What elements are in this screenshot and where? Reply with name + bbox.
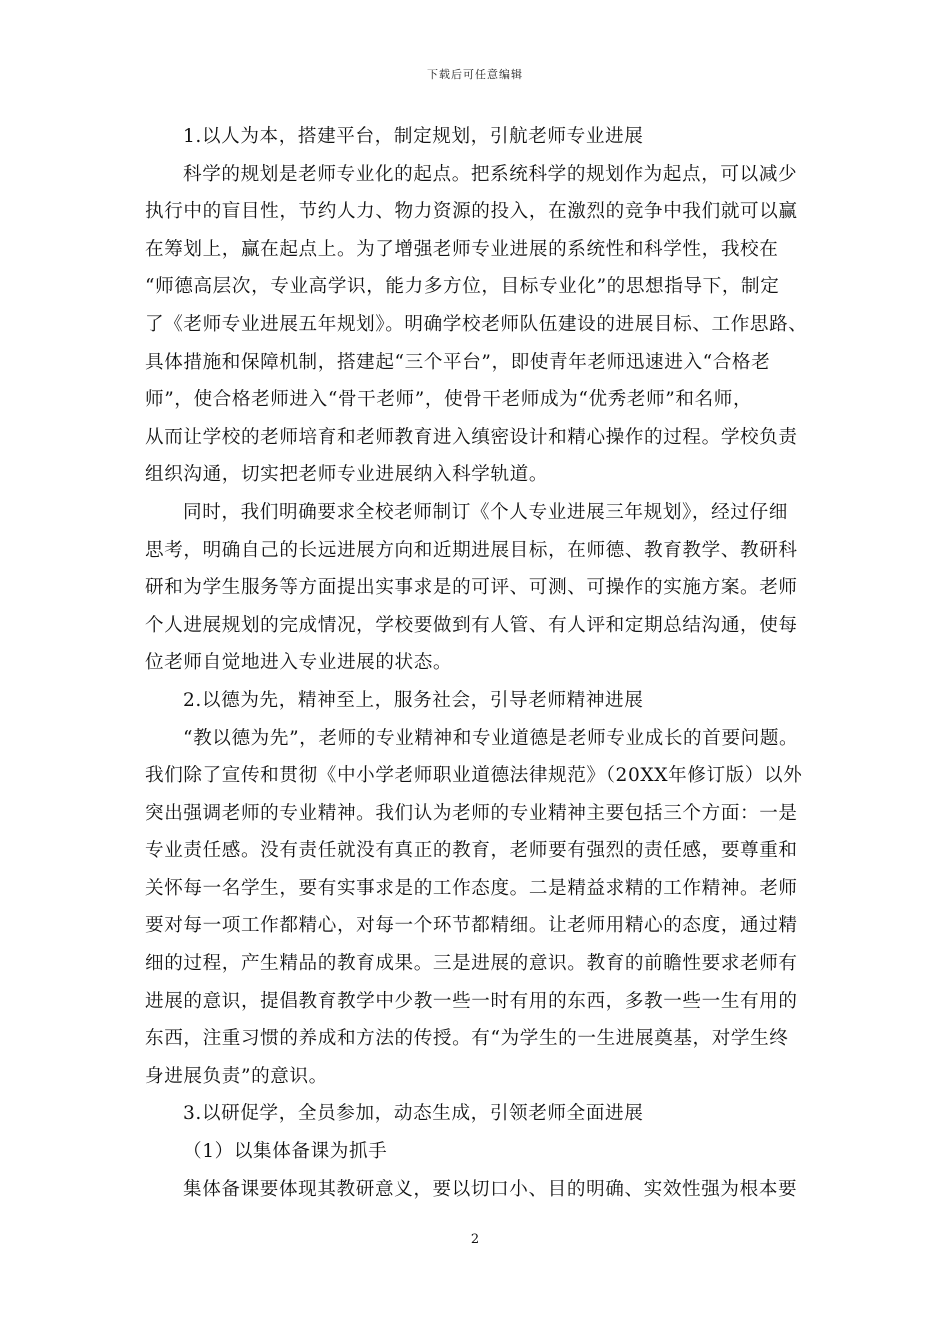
text-line: 专业责任感。没有责任就没有真正的教育，老师要有强烈的责任感，要尊重和 <box>145 840 798 862</box>
document-body <box>145 118 817 1208</box>
text-line: 思考，明确自己的长远进展方向和近期进展目标，在师德、教育教学、教研科 <box>145 539 798 561</box>
text-line: 细的过程，产生精品的教育成果。三是进展的意识。教育的前瞻性要求老师有 <box>145 953 798 975</box>
text-line: 了《老师专业进展五年规划》。明确学校老师队伍建设的进展目标、工作思路、 <box>145 313 808 335</box>
text-line: 集体备课要体现其教研意义，要以切口小、目的明确、实效性强为根本要 <box>183 1178 798 1200</box>
text-line: 位老师自觉地进入专业进展的状态。 <box>145 652 453 674</box>
text-line: （1）以集体备课为抓手 <box>183 1141 388 1163</box>
text-line: “师德高层次，专业高学识，能力多方位，目标专业化”的思想指导下，制定 <box>145 276 780 298</box>
text-line: 在筹划上，赢在起点上。为了增强老师专业进展的系统性和科学性，我校在 <box>145 238 779 260</box>
text-line: 个人进展规划的完成情况，学校要做到有人管、有人评和定期总结沟通，使每 <box>145 614 798 636</box>
text-line: 东西，注重习惯的养成和方法的传授。有“为学生的一生进展奠基，对学生终 <box>145 1028 789 1050</box>
text-line: “教以德为先”，老师的专业精神和专业道德是老师专业成长的首要问题。 <box>183 727 799 749</box>
text-line: 执行中的盲目性，节约人力、物力资源的投入，在激烈的竞争中我们就可以赢 <box>145 201 798 223</box>
page-header: 下载后可任意编辑 <box>427 68 523 81</box>
text-line: 师”，使合格老师进入“骨干老师”，使骨干老师成为“优秀老师”和名师， <box>145 389 753 411</box>
text-line: 2.以德为先，精神至上，服务社会，引导老师精神进展 <box>183 689 644 711</box>
text-line: 关怀每一名学生，要有实事求是的工作态度。二是精益求精的工作精神。老师 <box>145 877 798 899</box>
text-line: 3.以研促学，全员参加，动态生成，引领老师全面进展 <box>183 1103 644 1125</box>
text-line: 具体措施和保障机制，搭建起“三个平台”，即使青年老师迅速进入“合格老 <box>145 351 771 373</box>
text-line: 突出强调老师的专业精神。我们认为老师的专业精神主要包括三个方面：一是 <box>145 802 798 824</box>
text-line: 科学的规划是老师专业化的起点。把系统科学的规划作为起点，可以减少 <box>183 163 798 185</box>
text-line: 我们除了宣传和贯彻《中小学老师职业道德法律规范》（20XX年修订版）以外 <box>145 765 803 787</box>
text-line: 同时，我们明确要求全校老师制订《个人专业进展三年规划》，经过仔细 <box>183 501 788 523</box>
text-line: 研和为学生服务等方面提出实事求是的可评、可测、可操作的实施方案。老师 <box>145 577 798 599</box>
text-line: 要对每一项工作都精心，对每一个环节都精细。让老师用精心的态度，通过精 <box>145 915 798 937</box>
text-line: 1.以人为本，搭建平台，制定规划，引航老师专业进展 <box>183 126 644 147</box>
page-number: 2 <box>470 1232 480 1247</box>
text-line: 进展的意识，提倡教育教学中少教一些一时有用的东西，多教一些一生有用的 <box>145 990 798 1012</box>
text-line: 组织沟通，切实把老师专业进展纳入科学轨道。 <box>145 464 549 486</box>
text-line: 从而让学校的老师培育和老师教育进入缜密设计和精心操作的过程。学校负责 <box>145 426 798 448</box>
text-line: 身进展负责”的意识。 <box>145 1065 328 1087</box>
